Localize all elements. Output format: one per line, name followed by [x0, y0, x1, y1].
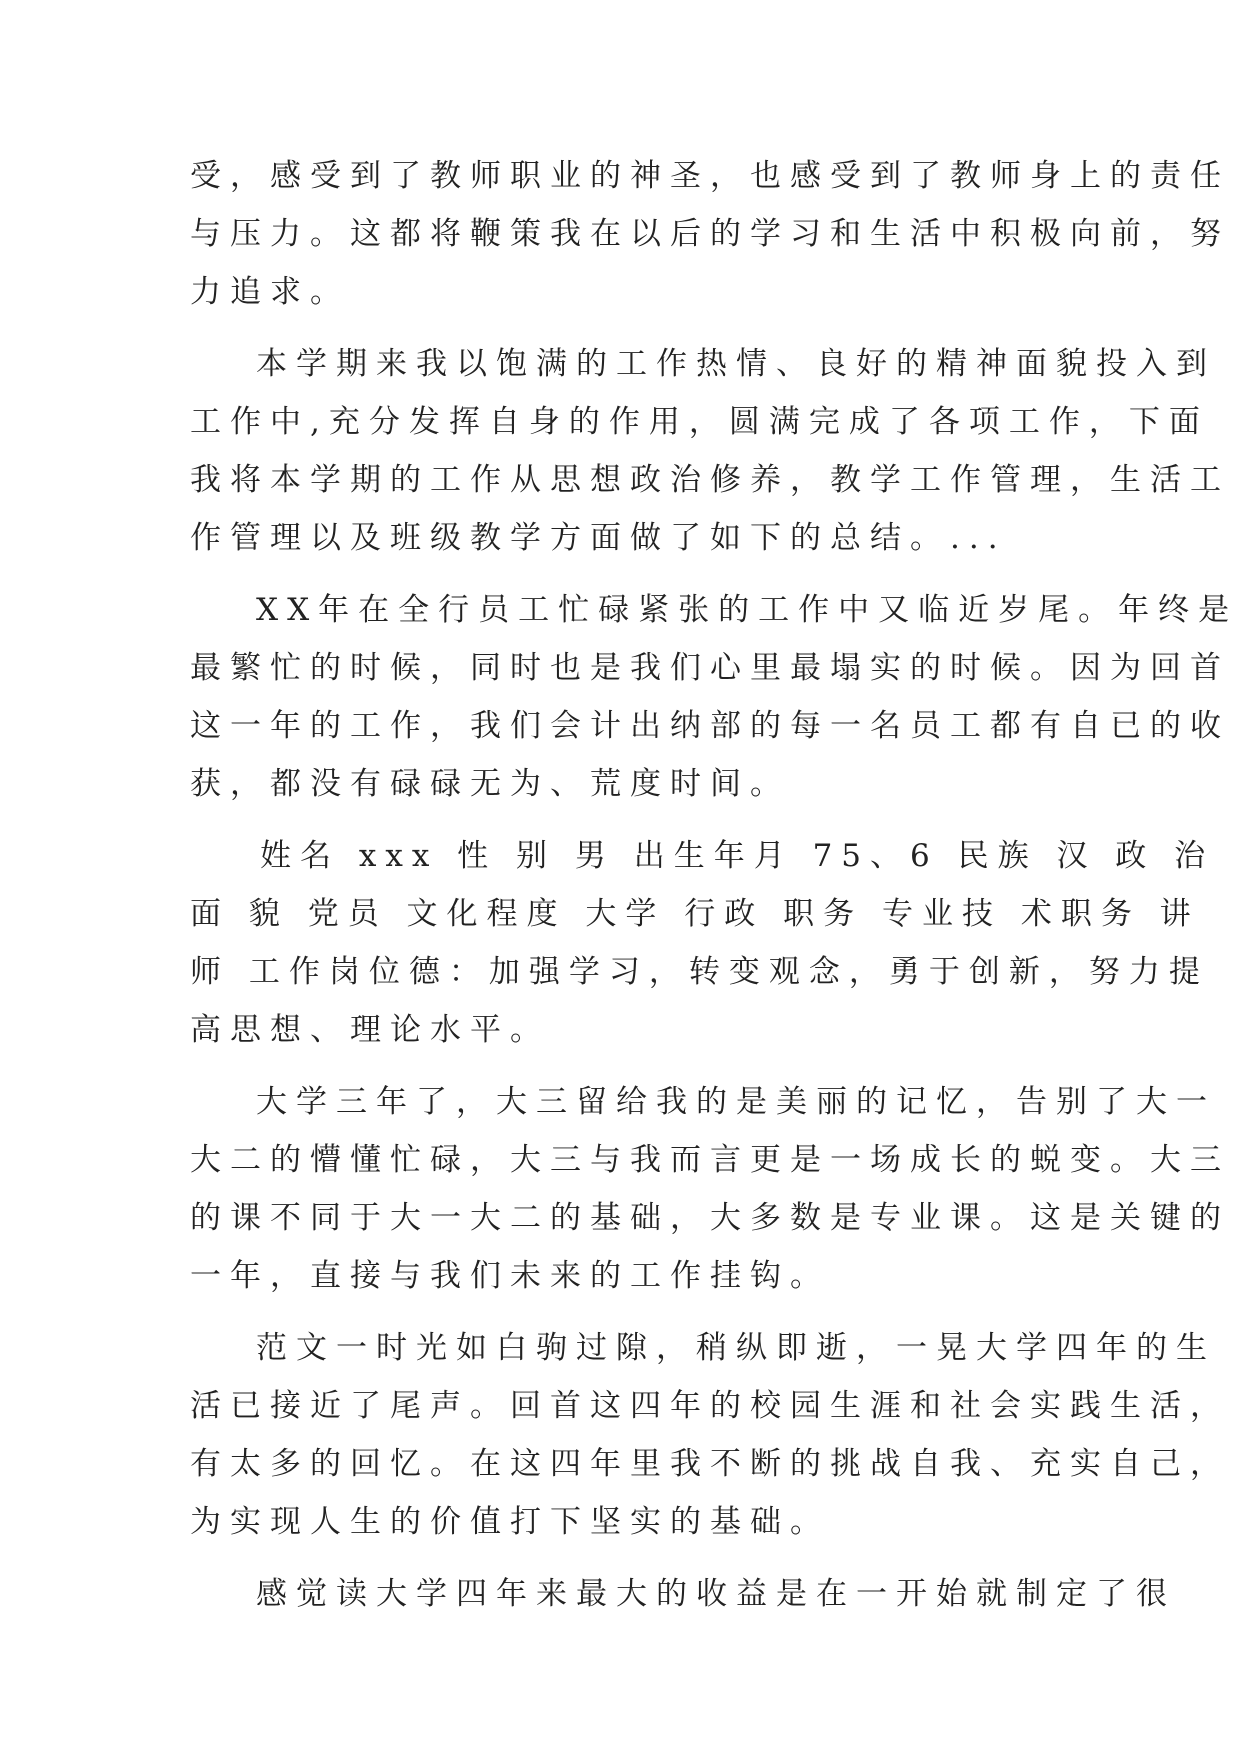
text-line: 一年，直接与我们未来的工作挂钩。	[190, 1258, 830, 1294]
paragraph-3	[190, 581, 1239, 813]
paragraph-gap	[190, 321, 1050, 335]
paragraph-6	[190, 1319, 1230, 1551]
text-line: 的课不同于大一大二的基础，大多数是专业课。这是关键的	[190, 1200, 1230, 1236]
paragraph-gap	[190, 567, 1050, 581]
text-line: 我将本学期的工作从思想政治修养，教学工作管理，生活工	[190, 462, 1230, 498]
text-line: 大学三年了，大三留给我的是美丽的记忆，告别了大一	[256, 1084, 1216, 1120]
paragraph-2	[190, 335, 1230, 567]
paragraph-gap	[190, 813, 1050, 827]
paragraph-gap	[190, 1305, 1050, 1319]
paragraph-7	[190, 1565, 1176, 1623]
paragraph-5	[190, 1073, 1230, 1305]
paragraph-1	[190, 147, 1230, 321]
text-line: 活已接近了尾声。回首这四年的校园生涯和社会实践生活，	[190, 1388, 1230, 1424]
paragraph-4	[190, 827, 1215, 1059]
text-line: 本学期来我以饱满的工作热情、良好的精神面貌投入到	[256, 346, 1216, 382]
text-line: 为实现人生的价值打下坚实的基础。	[190, 1504, 830, 1540]
text-line: 姓名 xxx 性 别 男 出生年月 75、6 民族 汉 政 治	[260, 838, 1215, 874]
document-body	[190, 147, 1239, 1623]
text-line: XX年在全行员工忙碌紧张的工作中又临近岁尾。年终是	[256, 592, 1239, 628]
paragraph-gap	[190, 1551, 1050, 1565]
text-line: 高思想、理论水平。	[190, 1012, 550, 1048]
text-line: 获，都没有碌碌无为、荒度时间。	[190, 766, 790, 802]
text-line: 力追求。	[190, 274, 350, 310]
text-line: 这一年的工作，我们会计出纳部的每一名员工都有自已的收	[190, 708, 1230, 744]
text-line: 受，感受到了教师职业的神圣，也感受到了教师身上的责任	[190, 158, 1230, 194]
text-line: 工作中,充分发挥自身的作用，圆满完成了各项工作，下面	[190, 404, 1209, 440]
text-line: 大二的懵懂忙碌，大三与我而言更是一场成长的蜕变。大三	[190, 1142, 1230, 1178]
text-line: 师 工作岗位德：加强学习，转变观念，勇于创新，努力提	[190, 954, 1209, 990]
text-line: 最繁忙的时候，同时也是我们心里最塌实的时候。因为回首	[190, 650, 1230, 686]
text-line: 与压力。这都将鞭策我在以后的学习和生活中积极向前，努	[190, 216, 1230, 252]
text-line: 范文一时光如白驹过隙，稍纵即逝，一晃大学四年的生	[256, 1330, 1216, 1366]
text-line: 感觉读大学四年来最大的收益是在一开始就制定了很	[256, 1576, 1176, 1612]
text-line: 作管理以及班级教学方面做了如下的总结。...	[190, 520, 1007, 556]
text-line: 有太多的回忆。在这四年里我不断的挑战自我、充实自己，	[190, 1446, 1230, 1482]
paragraph-gap	[190, 1059, 1050, 1073]
text-line: 面 貌 党员 文化程度 大学 行政 职务 专业技 术职务 讲	[190, 896, 1200, 932]
